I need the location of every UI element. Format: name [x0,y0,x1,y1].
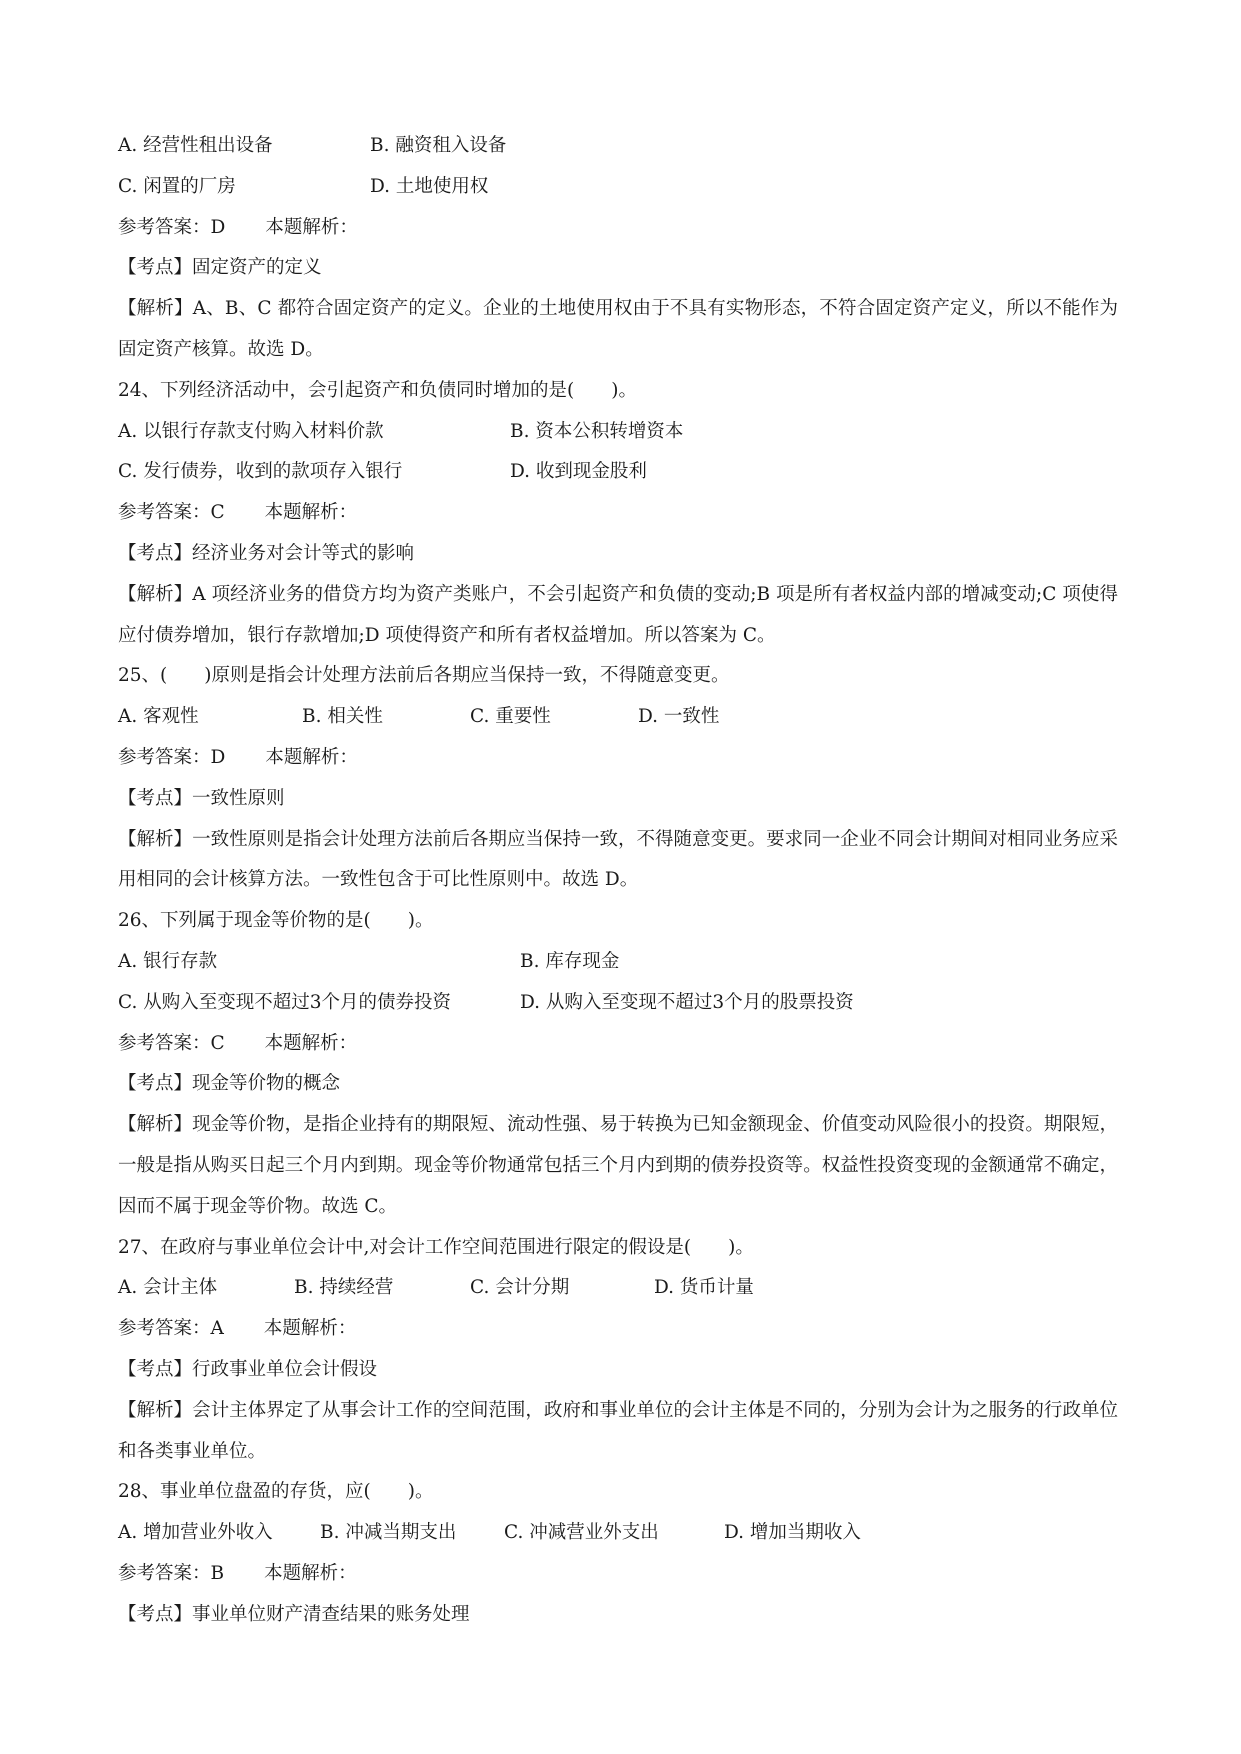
q24-explain: 【解析】A 项经济业务的借贷方均为资产类账户，不会引起资产和负债的变动;B 项是所有者权益内部的增减变动;C 项使得应付债券增加，银行存款增加;D 项使得资产和所有者权益增加。所以答案为 C。 [118,583,1118,646]
q23-point: 【考点】固定资产的定义 [118,257,322,279]
q27-option-a: A. 会计主体 [118,1277,218,1299]
q25-explain: 【解析】一致性原则是指会计处理方法前后各期应当保持一致，不得随意变更。要求同一企业不同会计期间对相同业务应采用相同的会计核算方法。一致性包含于可比性原则中。故选 D。 [118,828,1118,891]
q23-answer-line [118,208,1118,249]
q26-point: 【考点】现金等价物的概念 [118,1073,341,1095]
q24-options-row2 [118,452,1118,493]
q25-answer-line [118,738,1118,779]
q24-answer-line [118,493,1118,534]
q23-analysis-label: 本题解析： [265,216,358,238]
q26-option-b: B. 库存现金 [520,950,620,972]
q27-stem: 27、在政府与事业单位会计中,对会计工作空间范围进行限定的假设是( )。 [118,1236,754,1258]
q23-option-c: C. 闲置的厂房 [118,175,236,197]
q24-option-c: C. 发行债券，收到的款项存入银行 [118,461,403,483]
q25-stem: 25、( )原则是指会计处理方法前后各期应当保持一致，不得随意变更。 [118,665,730,687]
q28-point: 【考点】事业单位财产清查结果的账务处理 [118,1603,470,1625]
q26-explain: 【解析】现金等价物，是指企业持有的期限短、流动性强、易于转换为已知金额现金、价值变动风险很小的投资。期限短，一般是指从购买日起三个月内到期。现金等价物通常包括三个月内到期的债券投资等。权益性投资变现的金额通常不确定，因而不属于现金等价物。故选 C。 [118,1114,1118,1217]
q26-options-row2 [118,983,1118,1024]
q26-answer: 参考答案：C [118,1032,225,1054]
q28-option-a: A. 增加营业外收入 [118,1522,273,1544]
q23-answer: 参考答案：D [118,216,226,238]
q26-options-row1 [118,942,1118,983]
q25-point: 【考点】一致性原则 [118,787,285,809]
q27-options-row [118,1268,1118,1309]
q23-option-a: A. 经营性租出设备 [118,135,273,156]
q25-option-c: C. 重要性 [470,706,551,728]
q25-option-b: B. 相关性 [302,706,383,728]
q25-options-row [118,697,1118,738]
q28-options-row [118,1513,1118,1554]
q28-answer: 参考答案：B [118,1562,225,1584]
q24-analysis-label: 本题解析： [264,502,358,524]
q23-options-row1 [118,126,1118,167]
q24-options-row1 [118,412,1118,453]
q23-option-d: D. 土地使用权 [370,175,489,197]
q27-option-b: B. 持续经营 [294,1277,394,1299]
q26-option-a: A. 银行存款 [118,950,218,972]
q27-explain: 【解析】会计主体界定了从事会计工作的空间范围，政府和事业单位的会计主体是不同的，分别为会计为之服务的行政单位和各类事业单位。 [118,1399,1118,1462]
q24-point: 【考点】经济业务对会计等式的影响 [118,542,415,564]
q27-point: 【考点】行政事业单位会计假设 [118,1358,378,1380]
q28-option-c: C. 冲减营业外支出 [504,1522,659,1544]
q23-explain: 【解析】A、B、C 都符合固定资产的定义。企业的土地使用权由于不具有实物形态，不符合固定资产定义，所以不能作为固定资产核算。故选 D。 [118,298,1118,360]
q26-stem: 26、下列属于现金等价物的是( )。 [118,910,434,932]
q25-option-a: A. 客观性 [118,706,199,728]
q28-option-d: D. 增加当期收入 [724,1522,861,1544]
q24-option-b: B. 资本公积转增资本 [510,420,684,442]
q27-answer-line [118,1309,1118,1350]
q28-stem: 28、事业单位盘盈的存货，应( )。 [118,1481,434,1503]
q26-option-c: C. 从购入至变现不超过3个月的债券投资 [118,991,452,1013]
q25-option-d: D. 一致性 [638,706,720,728]
q28-analysis-label: 本题解析： [264,1562,357,1584]
q27-answer: 参考答案：A [118,1318,224,1340]
q28-option-b: B. 冲减当期支出 [320,1522,457,1544]
q24-answer: 参考答案：C [118,502,225,524]
q24-option-d: D. 收到现金股利 [510,461,647,483]
q25-answer: 参考答案：D [118,746,226,768]
q24-stem: 24、下列经济活动中，会引起资产和负债同时增加的是( )。 [118,379,637,401]
q28-answer-line [118,1554,1118,1595]
q26-answer-line [118,1024,1118,1065]
q27-option-c: C. 会计分期 [470,1277,570,1299]
q27-analysis-label: 本题解析： [263,1318,357,1340]
document-page [118,126,1118,1635]
q23-option-b: B. 融资租入设备 [370,135,507,156]
q26-analysis-label: 本题解析： [264,1032,358,1054]
q27-option-d: D. 货币计量 [654,1277,754,1299]
q23-options-row2 [118,167,1118,208]
q25-analysis-label: 本题解析： [265,746,358,768]
q26-option-d: D. 从购入至变现不超过3个月的股票投资 [520,991,854,1013]
q24-option-a: A. 以银行存款支付购入材料价款 [118,420,384,442]
